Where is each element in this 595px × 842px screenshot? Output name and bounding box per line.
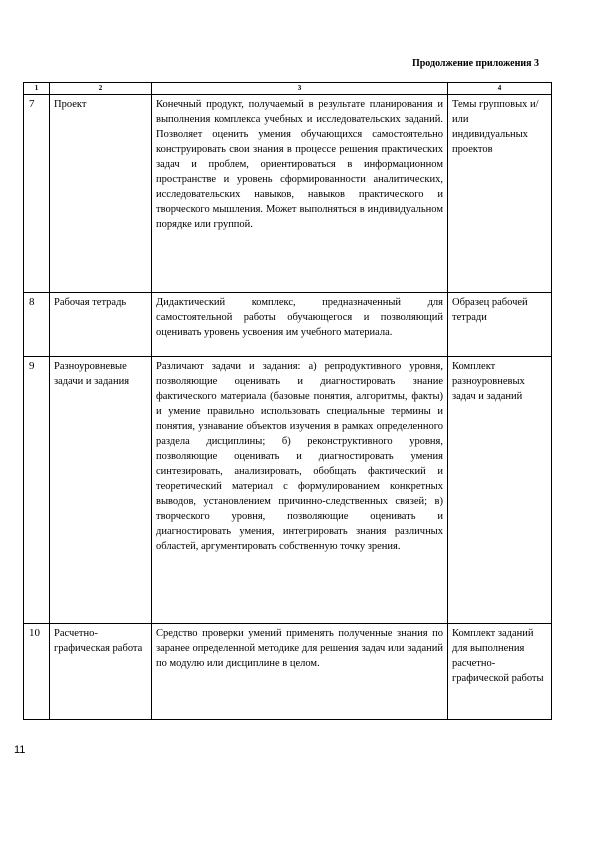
header-col-4: 4: [448, 83, 552, 95]
header-col-1: 1: [24, 83, 50, 95]
tool-name: Расчетно-графическая работа: [50, 624, 152, 720]
tool-presentation: Темы групповых и/или индивидуальных проектов: [448, 95, 552, 293]
assessment-tools-table: [23, 82, 552, 720]
table-row: [24, 357, 552, 624]
appendix-caption: Продолжение приложения 3: [411, 58, 539, 69]
tool-name: Рабочая тетрадь: [50, 293, 152, 357]
table-row: [24, 624, 552, 720]
row-number: 8: [24, 293, 50, 357]
tool-presentation: Комплект заданий для выполнения расчетно-графической работы: [448, 624, 552, 720]
tool-description: Конечный продукт, получаемый в результате планирования и выполнения комплекса учебных и исследовательских заданий. Позволяет оценить умения обучающихся самостоятельно конструировать свои знания в процессе решения практических задач и проблем, ориентироваться в информационном пространстве и уровень сформированности аналитических, исследовательских навыков, навыков практического и творческого мышления. Может выполняться в индивидуальном порядке или группой.: [152, 95, 448, 293]
page-number: 11: [14, 744, 26, 756]
header-col-3: 3: [152, 83, 448, 95]
tool-description: Дидактический комплекс, предназначенный для самостоятельной работы обучающегося и позволяющий оценивать уровень усвоения им учебного материала.: [152, 293, 448, 357]
tool-name: Проект: [50, 95, 152, 293]
tool-description: Различают задачи и задания: а) репродуктивного уровня, позволяющие оценивать и диагностировать знание фактического материала (базовые понятия, алгоритмы, факты) и умение правильно использовать специальные термины и понятия, узнавание объектов изучения в рамках определенного раздела дисциплины; б) реконструктивного уровня, позволяющие оценивать и диагностировать умения синтезировать, анализировать, обобщать фактический и теоретический материал с формулированием конкретных выводов, установлением причинно-следственных связей; в) творческого уровня, позволяющие оценивать и диагностировать умения, интегрировать знания различных областей, аргументировать собственную точку зрения.: [152, 357, 448, 624]
header-col-2: 2: [50, 83, 152, 95]
row-number: 9: [24, 357, 50, 624]
table-row: [24, 293, 552, 357]
tool-presentation: Образец рабочей тетради: [448, 293, 552, 357]
header-row: [24, 83, 552, 95]
tool-presentation: Комплект разноуровневых задач и заданий: [448, 357, 552, 624]
tool-description: Средство проверки умений применять полученные знания по заранее определенной методике для решения задач или заданий по модулю или дисциплине в целом.: [152, 624, 448, 720]
row-number: 7: [24, 95, 50, 293]
table-row: [24, 95, 552, 293]
tool-name: Разноуровневые задачи и задания: [50, 357, 152, 624]
row-number: 10: [24, 624, 50, 720]
